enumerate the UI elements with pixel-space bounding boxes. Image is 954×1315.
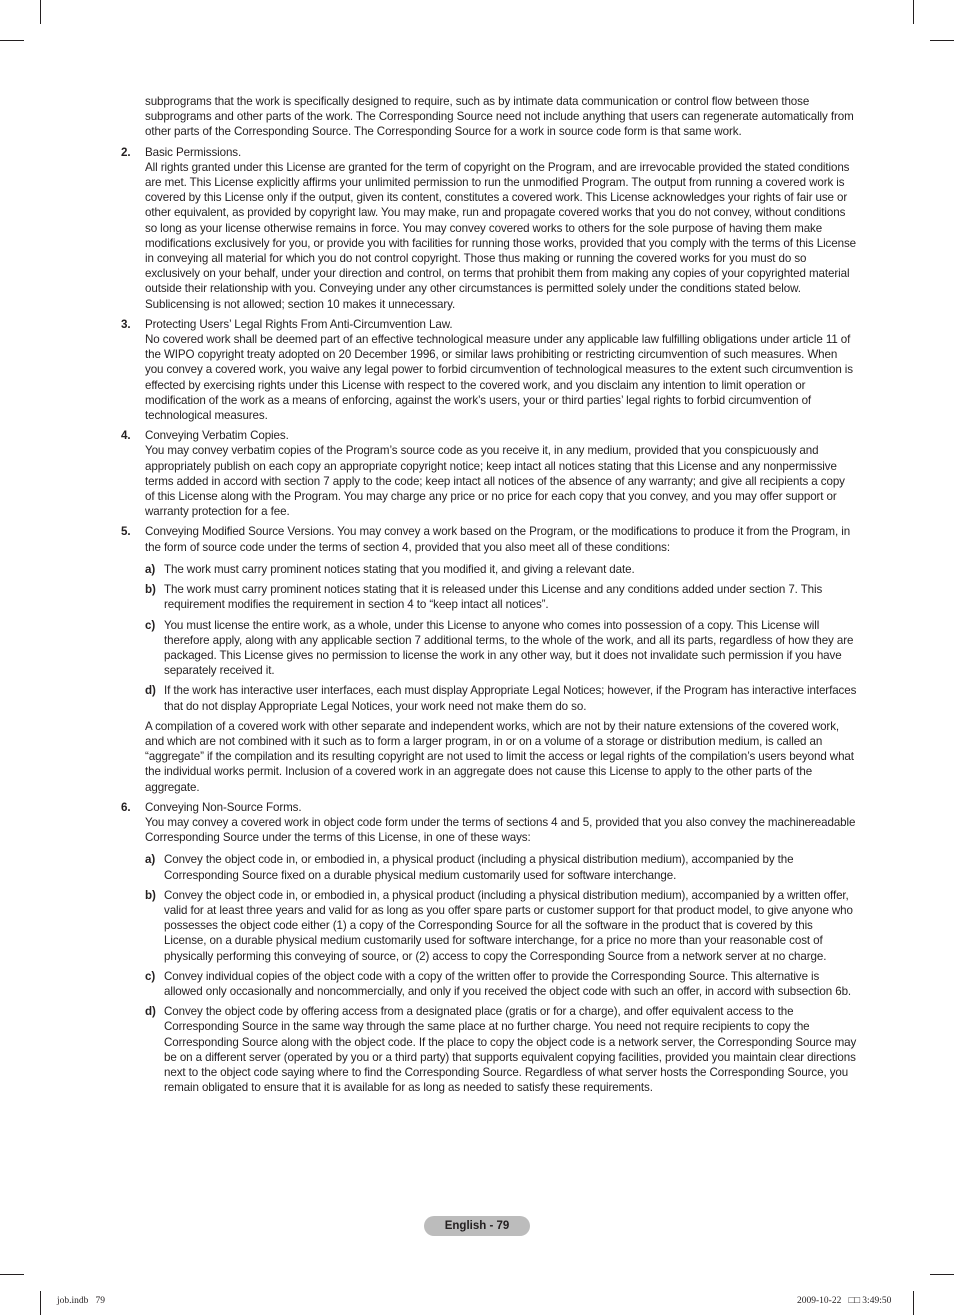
file-slug: job.indb 79 (57, 1296, 106, 1306)
section-body: You may convey verbatim copies of the Program’s source code as you receive it, in any medium, provided that you conspicuously and appropriately publish on each copy an appropriate copyright notice; keep intact all notices stating that this License and any nonpermissive terms added in accord with section 7 apply to the code; keep intact all notices of the absence of any warranty; and give all recipients a copy of this License along with the Program. You may charge any price or no price for each copy that you convey, and you may offer support or warranty protection for a fee. (145, 444, 845, 519)
condition-item (145, 852, 857, 882)
condition-list (145, 852, 857, 1095)
condition-text: The work must carry prominent notices stating that it is released under this License and any conditions added under section 7. This requirement modifies the requirement in section 4 to “keep intact all notices”. (164, 583, 823, 612)
section-title: Basic Permissions. (145, 145, 242, 159)
condition-letter: d) (145, 684, 156, 698)
condition-letter: a) (145, 562, 156, 576)
section-title: Conveying Non-Source Forms. (145, 800, 302, 814)
section (121, 800, 857, 1096)
condition-item (145, 888, 857, 964)
section-list (121, 145, 857, 1096)
section-title: Protecting Users’ Legal Rights From Anti-Circumvention Law. (145, 317, 453, 331)
condition-text: Convey the object code in, or embodied in, a physical product (including a physical distribution medium), accompanied by a written offer, valid for at least three years and valid for as long as you offer spare parts or customer support for that product model, to give anyone who possesses the object code either (1) a copy of the Corresponding Source for all the software in the product that is covered by this License, on a durable physical medium customarily used for software interchange, for a price no more than your reasonable cost of physically performing this conveying of source, or (2) access to copy the Corresponding Source from a network server at no charge. (164, 888, 853, 963)
section (121, 145, 857, 312)
condition-item (145, 683, 857, 713)
license-text (121, 94, 857, 1100)
condition-letter: c) (145, 618, 156, 632)
crop-mark (930, 1274, 954, 1275)
section (121, 524, 857, 794)
condition-text: You must license the entire work, as a whole, under this License to anyone who comes into possession of a copy. This License will therefore apply, along with any applicable section 7 additional terms, to the whole of the work, and all its parts, regardless of how they are packaged. This License gives no permission to license the work in any other way, but it does not invalidate such permission if you have separately received it. (164, 618, 854, 678)
crop-mark (40, 1291, 41, 1315)
section-number: 6. (121, 800, 131, 814)
section-number: 4. (121, 429, 131, 443)
condition-list (145, 562, 857, 714)
condition-letter: b) (145, 888, 156, 902)
date-slug: 2009-10-22 □□ 3:49:50 (797, 1296, 892, 1306)
section-title: Conveying Verbatim Copies. (145, 429, 289, 443)
crop-mark (930, 40, 954, 41)
section-body: All rights granted under this License are granted for the term of copyright on the Program, and are irrevocable provided the stated conditions are met. This License explicitly affirms your unlimited permission to run the unmodified Program. The output from running a covered work is covered by this License only if the output, given its content, constitutes a covered work. This License acknowledges your rights of fair use or other equivalent, as provided by copyright law. You may make, run and propagate covered works that you do not convey, without conditions so long as your license otherwise remains in force. You may convey covered works to others for the sole purpose of having them make modifications exclusively for you, or provide you with facilities for running those works, provided that you comply with the terms of this License in conveying all material for which you do not control copyright. Those thus making or running the covered works for you must do so exclusively on your behalf, under your direction and control, on terms that prohibit them from making any copies of your copyrighted material outside their relationship with you. Conveying under any other circumstances is permitted solely under the conditions stated below. Sublicensing is not allowed; section 10 makes it unnecessary. (145, 160, 856, 311)
condition-letter: d) (145, 1005, 156, 1019)
crop-mark (913, 0, 914, 24)
page-number-badge: English - 79 (424, 1216, 530, 1236)
section-body: You may convey a covered work in object code form under the terms of sections 4 and 5, provided that you also convey the machinereadable Corresponding Source under the terms of this License, in one of these ways: (145, 815, 856, 845)
condition-text: If the work has interactive user interfaces, each must display Appropriate Legal Notices; however, if the Program has interactive interfaces that do not display Appropriate Legal Notices, your work need not make them do so. (164, 684, 857, 713)
crop-mark (913, 1291, 914, 1315)
section-title: Conveying Modified Source Versions. You may convey a work based on the Program, or the modifications to produce it from the Program, in the form of source code under the terms of section 4, provided that you also meet all of these conditions: (145, 525, 851, 554)
condition-item (145, 1004, 857, 1095)
section-number: 5. (121, 525, 131, 539)
condition-item (145, 969, 857, 999)
crop-mark (0, 40, 24, 41)
crop-mark (0, 1274, 24, 1275)
section-body: No covered work shall be deemed part of an effective technological measure under any applicable law fulfilling obligations under article 11 of the WIPO copyright treaty adopted on 20 December 1996, or similar laws prohibiting or restricting circumvention of such measures. When you convey a covered work, you waive any legal power to forbid circumvention of technological measures to the extent such circumvention is effected by exercising rights under this License with respect to the covered work, and you disclaim any intention to limit operation or modification of the work as a means of enforcing, against the work’s users, your or third parties’ legal rights to forbid circumvention of technological measures. (145, 333, 853, 423)
section-number: 3. (121, 317, 131, 331)
condition-text: Convey individual copies of the object code with a copy of the written offer to provide the Corresponding Source. This alternative is allowed only occasionally and noncommercially, and only if you received the object code with such an offer, in accord with subsection 6b. (164, 969, 852, 998)
intro-paragraph: subprograms that the work is specifically designed to require, such as by intimate data communication or control flow between those subprograms and other parts of the work. The Corresponding Source need not include anything that users can regenerate automatically from other parts of the Corresponding Source. The Corresponding Source for a work in source code form is that same work. (145, 95, 854, 139)
condition-letter: c) (145, 969, 156, 983)
condition-item (145, 618, 857, 679)
crop-mark (40, 0, 41, 24)
section-closing-paragraph: A compilation of a covered work with other separate and independent works, which are not by their nature extensions of the covered work, and which are not combined with it such as to form a larger program, in or on a volume of a storage or distribution medium, is called an “aggregate” if the compilation and its resulting copyright are not used to limit the access or legal rights of the compilation’s users beyond what the individual works permit. Inclusion of a covered work in an aggregate does not cause this License to apply to the other parts of the aggregate. (145, 719, 854, 794)
condition-letter: a) (145, 853, 156, 867)
condition-text: The work must carry prominent notices stating that you modified it, and giving a relevant date. (164, 562, 635, 576)
condition-item (145, 582, 857, 612)
condition-item (145, 562, 857, 577)
condition-text: Convey the object code by offering access from a designated place (gratis or for a charge), and offer equivalent access to the Corresponding Source in the same way through the same place at no further charge. You need not require recipients to copy the Corresponding Source along with the object code. If the place to copy the object code is a network server, the Corresponding Source may be on a different server (operated by you or a third party) that supports equivalent copying facilities, provided you maintain clear directions next to the object code saying where to find the Corresponding Source. Regardless of what server hosts the Corresponding Source, you remain obligated to ensure that it is available for as long as needed to satisfy these requirements. (164, 1005, 857, 1095)
section (121, 317, 857, 423)
condition-letter: b) (145, 583, 156, 597)
section (121, 428, 857, 519)
condition-text: Convey the object code in, or embodied in, a physical product (including a physical distribution medium), accompanied by the Corresponding Source fixed on a durable physical medium customarily used for software interchange. (164, 853, 794, 882)
section-number: 2. (121, 145, 131, 159)
